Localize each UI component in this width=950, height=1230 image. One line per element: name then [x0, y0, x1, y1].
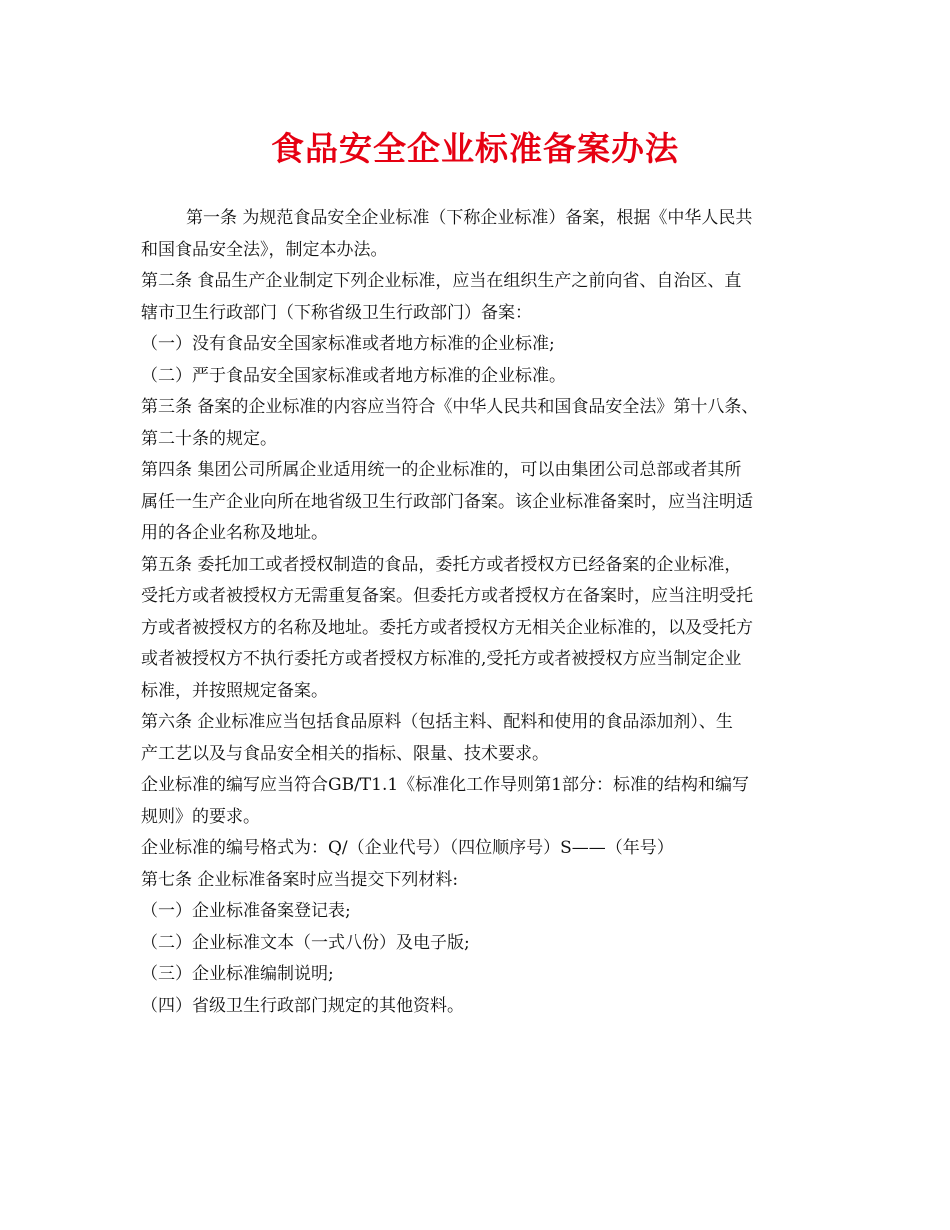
- text-line: 第三条 备案的企业标准的内容应当符合《中华人民共和国食品安全法》第十八条、: [141, 397, 759, 417]
- text-line: 受托方或者被授权方无需重复备案。但委托方或者授权方在备案时，应当注明受托: [141, 586, 753, 606]
- text-line: 第二条 食品生产企业制定下列企业标准，应当在组织生产之前向省、自治区、直: [141, 271, 742, 291]
- text-line: 产工艺以及与食品安全相关的指标、限量、技术要求。: [141, 743, 549, 764]
- text-line: （三）企业标准编制说明;: [141, 964, 334, 984]
- text-line: 属任一生产企业向所在地省级卫生行政部门备案。该企业标准备案时，应当注明适: [141, 491, 753, 512]
- text-line: 第七条 企业标准备案时应当提交下列材料:: [141, 869, 459, 890]
- text-line: 第一条 为规范食品安全企业标准（下称企业标准）备案，根据《中华人民共: [186, 208, 753, 228]
- text-line: （四）省级卫生行政部门规定的其他资料。: [141, 995, 464, 1016]
- text-line: （一）没有食品安全国家标准或者地方标准的企业标准;: [141, 334, 555, 354]
- text-line: 规则》的要求。: [141, 806, 260, 827]
- document-title: 食品安全企业标准备案办法: [271, 129, 679, 168]
- text-line: 第四条 集团公司所属企业适用统一的企业标准的，可以由集团公司总部或者其所: [141, 460, 742, 480]
- text-line: 企业标准的编写应当符合GB/T1.1《标准化工作导则第1部分：标准的结构和编写: [141, 775, 749, 795]
- text-line: （二）企业标准文本（一式八份）及电子版;: [141, 932, 470, 953]
- text-line: 或者被授权方不执行委托方或者授权方标准的,受托方或者被授权方应当制定企业: [141, 649, 742, 669]
- text-line: （二）严于食品安全国家标准或者地方标准的企业标准。: [141, 365, 566, 386]
- document-body: [141, 203, 816, 1022]
- text-line: 第六条 企业标准应当包括食品原料（包括主料、配料和使用的食品添加剂）、生: [141, 712, 733, 732]
- text-line: （一）企业标准备案登记表;: [141, 901, 351, 921]
- text-line: 方或者被授权方的名称及地址。委托方或者授权方无相关企业标准的，以及受托方: [141, 617, 753, 638]
- text-line: 标准，并按照规定备案。: [141, 680, 328, 701]
- text-line: 企业标准的编号格式为：Q/（企业代号）（四位顺序号）S——（年号）: [141, 838, 674, 858]
- text-line: 第二十条的规定。: [141, 428, 277, 449]
- text-line: 和国食品安全法》，制定本办法。: [141, 239, 388, 260]
- text-line: 用的各企业名称及地址。: [141, 523, 328, 543]
- text-line: 辖市卫生行政部门（下称省级卫生行政部门）备案：: [141, 302, 532, 323]
- text-line: 第五条 委托加工或者授权制造的食品，委托方或者授权方已经备案的企业标准，: [141, 554, 742, 575]
